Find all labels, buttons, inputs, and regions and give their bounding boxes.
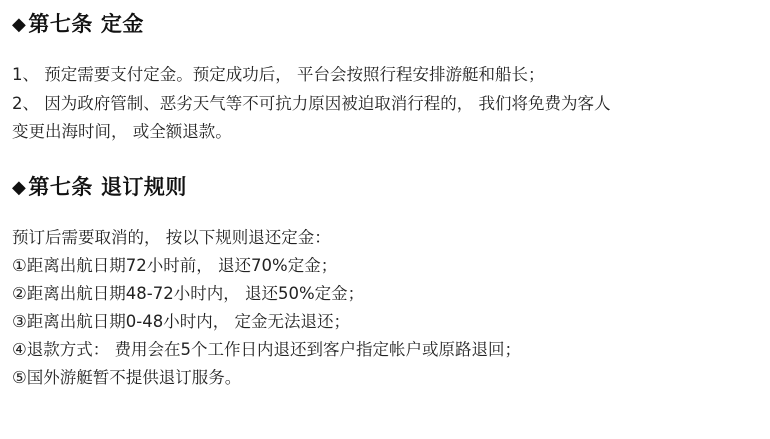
cancellation-intro: 预订后需要取消的， 按以下规则退还定金：: [12, 227, 331, 247]
deposit-paragraphs: [12, 61, 758, 146]
spacer: [12, 202, 758, 224]
deposit-paragraph-1: 1、 预定需要支付定金。预定成功后， 平台会按照行程安排游艇和船长；: [12, 65, 545, 85]
cancellation-item-5: ⑤国外游艇暂不提供退订服务。: [12, 368, 242, 388]
section-title: 第七条: [28, 174, 93, 199]
diamond-bullet-icon: ◆: [12, 14, 27, 35]
diamond-bullet-icon: ◆: [12, 176, 27, 198]
cancellation-item-1: ①距离出航日期72小时前， 退还70%定金；: [12, 255, 338, 275]
section-heading-cancellation: [12, 173, 758, 202]
section-heading-deposit: [12, 10, 758, 39]
section-subtitle: 退订规则: [100, 174, 187, 199]
deposit-paragraph-2: 2、 因为政府管制、恶劣天气等不可抗力原因被迫取消行程的， 我们将免费为客人: [12, 93, 611, 113]
cancellation-item-4: ④退款方式： 费用会在5个工作日内退还到客户指定帐户或原路退回；: [12, 340, 522, 360]
cancellation-item-2: ②距离出航日期48-72小时内， 退还50%定金；: [12, 284, 365, 303]
section-subtitle: 定金: [100, 12, 144, 36]
deposit-paragraph-2-cont: 变更出海时间， 或全额退款。: [12, 122, 232, 142]
spacer: [12, 39, 758, 61]
spacer: [12, 147, 758, 173]
section-title: 第七条: [28, 12, 93, 36]
cancellation-rules: [12, 224, 758, 392]
cancellation-item-3: ③距离出航日期0-48小时内， 定金无法退还；: [12, 312, 350, 332]
